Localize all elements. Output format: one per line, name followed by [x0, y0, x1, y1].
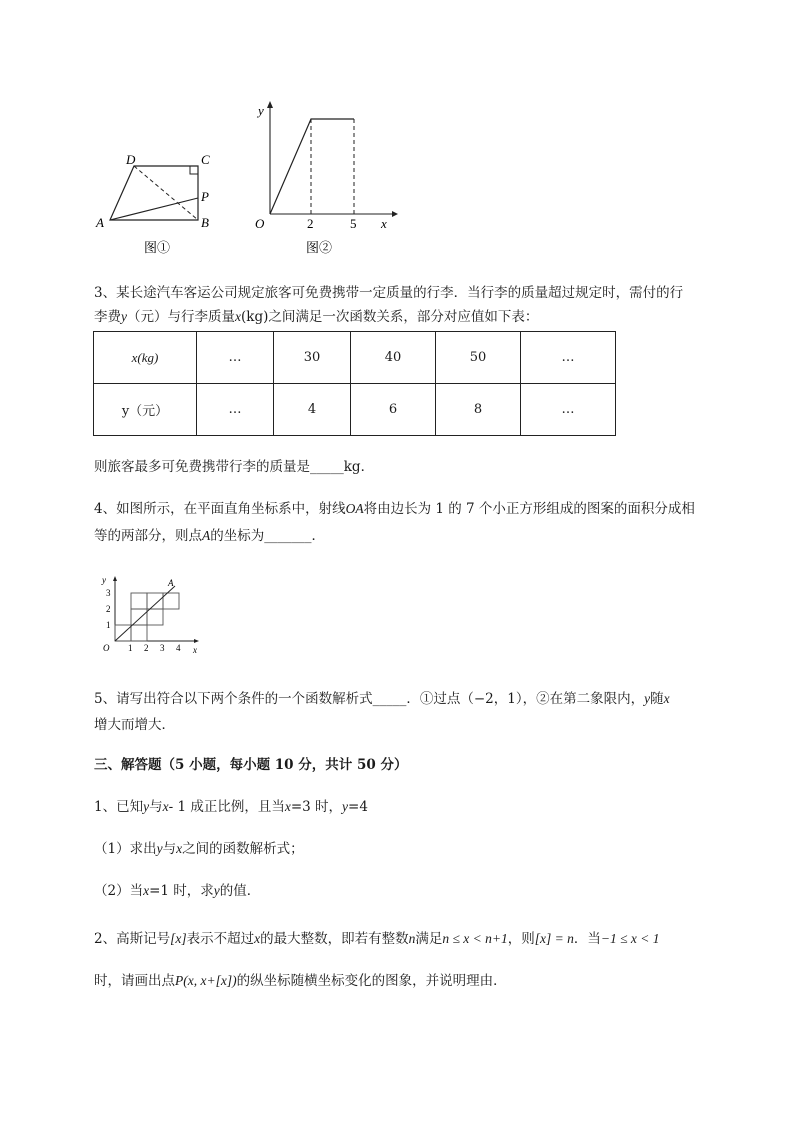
origin-label: O: [255, 216, 265, 231]
table-row: [94, 384, 616, 436]
x-axis-arrow-icon: [392, 211, 398, 217]
x-tick-3: 3: [160, 643, 165, 653]
y-axis-label: y: [258, 103, 264, 118]
table-cell: 6: [351, 384, 436, 436]
unit-squares: [115, 593, 179, 641]
q3-table: [93, 331, 616, 436]
section-3-heading: 三、解答题（5 小题，每小题 10 分，共计 50 分）: [94, 757, 408, 773]
x-tick-4: 4: [176, 643, 181, 653]
q3-answer-line: 则旅客最多可免费携带行李的质量是_____kg．: [94, 459, 375, 475]
x-tick-1: 1: [128, 643, 133, 653]
s1-line-1: 1、已知y与x- 1 成正比例，且当x=3 时，y=4: [94, 799, 368, 815]
q3-line-2: 李费y（元）与行李质量x(kg)之间满足一次函数关系，部分对应值如下表：: [94, 309, 539, 325]
figure-3: [98, 572, 208, 658]
figure-1-caption: 图①: [144, 240, 171, 255]
y-axis-label: y: [102, 575, 106, 585]
q4-line-1: 4、如图所示，在平面直角坐标系中，射线OA将由边长为 1 的 7 个小正方形组成的图案的面积分成相: [94, 501, 695, 517]
x-axis-arrow-icon: [194, 639, 199, 643]
figure-2: [250, 98, 400, 263]
x-axis-label: x: [193, 645, 197, 655]
y-tick-2: 2: [106, 604, 111, 614]
table-cell: 50: [436, 332, 521, 384]
x-tick-2: 2: [307, 216, 314, 231]
table-cell: 4: [274, 384, 351, 436]
table-cell: …: [521, 384, 616, 436]
s2-line-2: 时，请画出点P(x, x+[x])的纵坐标随横坐标变化的图象，并说明理由．: [94, 973, 507, 989]
table-cell: …: [521, 332, 616, 384]
graph-line: [270, 119, 354, 214]
quadrilateral-abcd: [110, 166, 198, 220]
right-angle-mark: [190, 166, 198, 174]
x-axis-label: x: [381, 216, 387, 231]
label-b: B: [201, 215, 209, 230]
q4-line-2: 等的两部分，则点A的坐标为_______．: [94, 528, 325, 544]
table-cell: x(kg): [94, 332, 197, 384]
x-tick-2: 2: [144, 643, 149, 653]
origin-label: O: [103, 643, 110, 653]
s1-sub-1: （1）求出y与x之间的函数解析式；: [94, 841, 304, 857]
label-p: P: [201, 189, 209, 204]
ray-oa: [115, 586, 175, 641]
y-axis-arrow-icon: [267, 101, 273, 108]
label-c: C: [201, 152, 210, 167]
figure-2-caption: 图②: [306, 240, 333, 255]
table-cell: …: [197, 332, 274, 384]
q5-line-2: 增大而增大．: [94, 717, 175, 733]
y-tick-3: 3: [106, 588, 111, 598]
label-a: A: [96, 215, 104, 230]
x-tick-5: 5: [350, 216, 357, 231]
q5-line-1: 5、请写出符合以下两个条件的一个函数解析式_____．①过点（−2，1），②在第二象限内，y随x: [94, 691, 670, 707]
label-d: D: [126, 152, 136, 167]
table-cell: y（元）: [94, 384, 197, 436]
y-tick-1: 1: [106, 620, 111, 630]
y-axis-arrow-icon: [113, 576, 117, 581]
point-a-label: A: [168, 578, 174, 588]
q3-line-1: 3、某长途汽车客运公司规定旅客可免费携带一定质量的行李．当行李的质量超过规定时，需付的行: [94, 285, 684, 301]
s1-sub-2: （2）当x=1 时，求y的值．: [94, 883, 261, 899]
table-cell: 40: [351, 332, 436, 384]
table-cell: …: [197, 384, 274, 436]
table-cell: 8: [436, 384, 521, 436]
table-cell: 30: [274, 332, 351, 384]
figure-1: [92, 148, 222, 263]
s2-line-1: 2、高斯记号[x]表示不超过x的最大整数，即若有整数n满足n ≤ x < n+1，则[x] = n．当−1 ≤ x < 1: [94, 931, 660, 947]
table-row: [94, 332, 616, 384]
